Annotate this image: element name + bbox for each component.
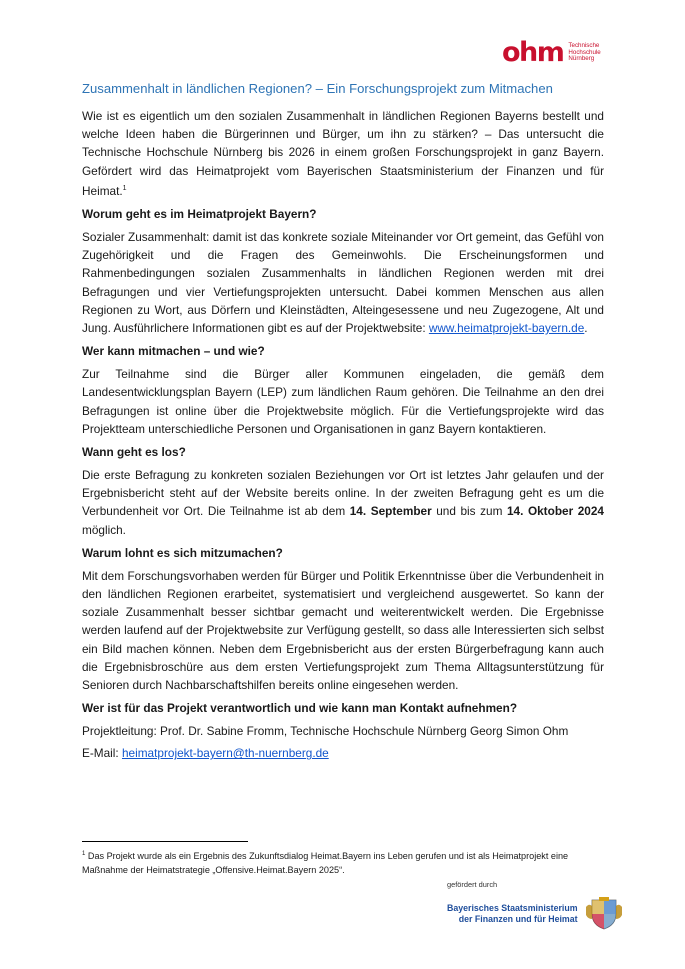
logo-line-2: Hochschule: [568, 48, 601, 56]
footnote-text: Das Projekt wurde als ein Ergebnis des Zukunftsdialog Heimat.Bayern ins Leben gerufen und ist als Heimatprojekt eine Maßnahme der Heimatstrategie „Offensive.Heimat.Bayern 2025“.: [82, 851, 569, 875]
intro-paragraph: [82, 107, 604, 200]
section1-after: .: [584, 320, 588, 335]
section-heading-worum: Worum geht es im Heimatprojekt Bayern?: [82, 206, 317, 221]
bavarian-coat-of-arms-icon: [584, 897, 624, 931]
footnote-number: 1: [82, 851, 86, 857]
document-title: Zusammenhalt in ländlichen Regionen? – Ein Forschungsprojekt zum Mitmachen: [82, 81, 553, 96]
section3-text-c: möglich.: [82, 522, 126, 537]
section-heading-wann: Wann geht es los?: [82, 444, 186, 459]
footnote: [82, 848, 604, 877]
email-line: [82, 744, 604, 762]
section-paragraph-warum: Mit dem Forschungsvorhaben werden für Bürger und Politik Erkenntnisse über die Verbundenheit in den ländlichen Regionen erarbeitet, systematisiert und vergleichend ausgewertet. So kann der soziale Zusammenhalt besser sichtbar gemacht und weiterentwickelt werden. Die Ergebnisse werden laufend auf der Projektwebsite zur Verfügung gestellt, so dass alle Interessierten sich selbst ein Bild machen können. Neben dem Ergebnisbericht aus der ersten Bürgerbefragung kann auch die Ergebnisbroschüre aus dem ersten Vertiefungsprojekt zum Thema Alltagsunterstützung für Senioren durch Nachbarschaftshilfen bereits online eingesehen werden.: [82, 568, 604, 692]
section-heading-wer: Wer kann mitmachen – und wie?: [82, 344, 265, 359]
section-heading-kontakt: Wer ist für das Projekt verantwortlich und wie kann man Kontakt aufnehmen?: [82, 701, 518, 716]
ministry-line-2: der Finanzen und für Heimat: [458, 914, 578, 924]
logo-wordmark: ohm: [502, 37, 564, 68]
email-label: E-Mail:: [82, 746, 122, 761]
ministry-line-1: Bayerisches Staatsministerium: [447, 903, 578, 914]
email-link[interactable]: heimatprojekt-bayern@th-nuernberg.de: [121, 746, 329, 761]
ministry-logo: [447, 897, 624, 931]
th-nuernberg-logo: [502, 37, 601, 68]
section-paragraph-worum: [82, 228, 604, 337]
ministry-name: [447, 903, 578, 924]
logo-subtitle: [568, 43, 600, 63]
start-date: 14. September: [349, 504, 432, 519]
section-paragraph-wann: [82, 466, 604, 539]
section3-text-b: und bis zum: [431, 504, 507, 519]
section3-text-a: Die erste Befragung zu konkreten sozialen Beziehungen vor Ort ist letztes Jahr gelaufen und der Ergebnisbericht steht auf der Website bereits online. In der zweiten Befragung geht es um die Verbundenheit vor Ort. Die Teilnahme ist ab dem: [82, 467, 604, 519]
project-website-link[interactable]: www.heimatprojekt-bayern.de: [428, 320, 585, 335]
sponsor-label: gefördert durch: [447, 880, 498, 889]
intro-text: Wie ist es eigentlich um den sozialen Zusammenhalt in ländlichen Regionen Bayerns bestellt und welche Ideen haben die Bürgerinnen und Bürger, um ihn zu stärken? – Das untersucht die Technische Hochschule Nürnberg bis 2026 in einem großen Forschungsprojekt in ganz Bayern. Gefördert wird das Heimatprojekt vom Bayerischen Staatsministerium der Finanzen und für Heimat.: [82, 109, 604, 198]
section1-text: Sozialer Zusammenhalt: damit ist das konkrete soziale Miteinander vor Ort gemeint, das Gefühl von Zugehörigkeit und die Fragen des Gemeinwohls. Die Erscheinungsformen und Rahmenbedingungen sozialen Zusammenhalts in ländlichen Regionen werden mit drei Befragungen und vier Vertiefungsprojekten untersucht. Dabei kommen Menschen aus allen Regionen zu Wort, aus Dörfern und Kleinstädten, Alteingesessene und neu Zugezogene, Alt und Jung. Ausführlichere Informationen gibt es auf der Projektwebsite:: [82, 229, 604, 335]
logo-line-1: Technische: [568, 42, 600, 50]
project-lead: Projektleitung: Prof. Dr. Sabine Fromm, Technische Hochschule Nürnberg Georg Simon Ohm: [82, 724, 569, 739]
section-paragraph-wer: Zur Teilnahme sind die Bürger aller Kommunen eingeladen, die gemäß dem Landesentwicklungsplan Bayern (LEP) zum ländlichen Raum gehören. Die Teilnahme an den drei Befragungen ist online über die Projektwebsite möglich. Für die Vertiefungsprojekte wird das Projektteam unterschiedliche Personen und Organisationen in ganz Bayern kontaktieren.: [82, 367, 604, 436]
document-body: [82, 80, 604, 767]
section-heading-warum: Warum lohnt es sich mitzumachen?: [82, 545, 283, 560]
end-date: 14. Oktober 2024: [506, 504, 604, 519]
logo-line-3: Nürnberg: [568, 55, 595, 63]
footnote-divider: [82, 841, 248, 842]
footnote-ref[interactable]: 1: [122, 184, 127, 192]
